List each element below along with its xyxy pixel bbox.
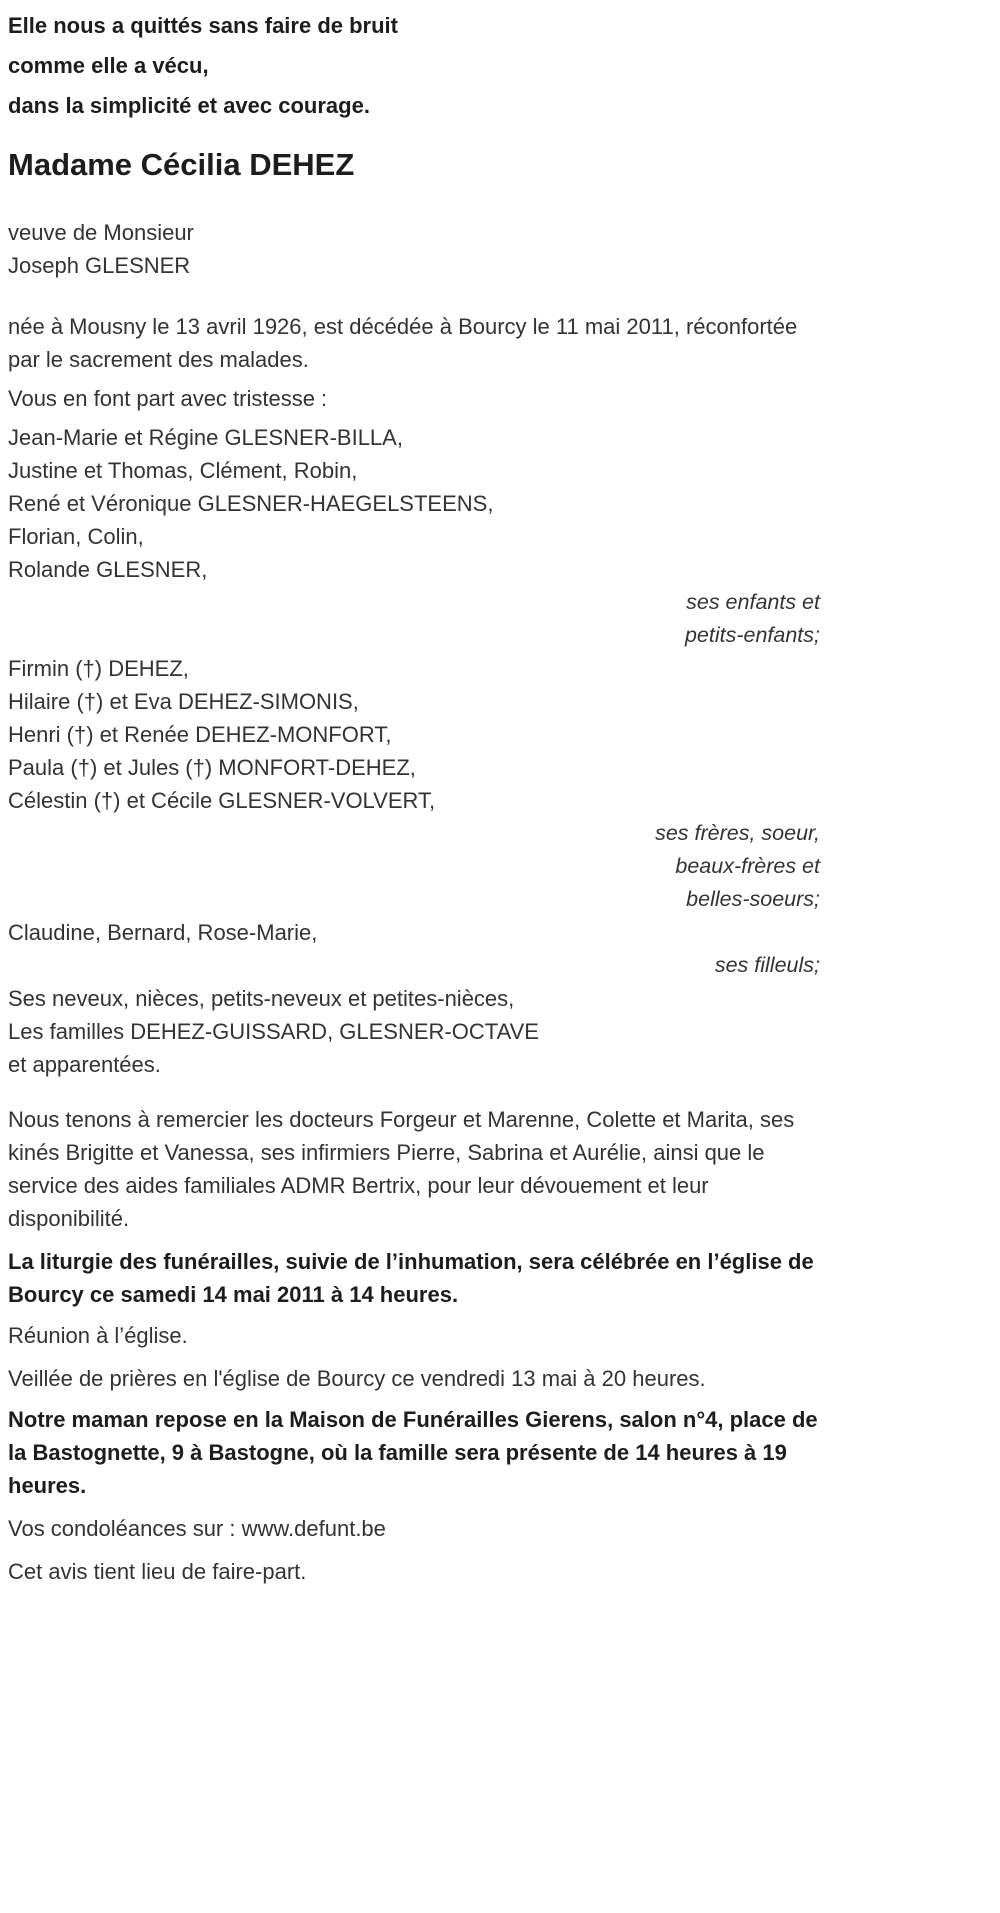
intro-line-1: Elle nous a quittés sans faire de bruit <box>8 13 398 38</box>
announcement-intro: Vous en font part avec tristesse : <box>8 386 328 411</box>
siblings-line-4: Paula (†) et Jules (†) MONFORT-DEHEZ, <box>8 755 416 780</box>
intro-quote <box>8 12 820 120</box>
children-line-5: Rolande GLESNER, <box>8 557 208 582</box>
children-relation-label <box>8 586 820 652</box>
repose-announcement: Notre maman repose en la Maison de Funérailles Gierens, salon n°4, place de la Bastognette, 9 à Bastogne, où la famille sera présente de 14 heures à 19 heures. <box>8 1407 818 1498</box>
godchildren-line: Claudine, Bernard, Rose-Marie, <box>8 920 318 945</box>
condolences-line <box>8 1512 820 1545</box>
siblings-line-2: Hilaire (†) et Eva DEHEZ-SIMONIS, <box>8 689 359 714</box>
siblings-line-3: Henri (†) et Renée DEHEZ-MONFORT, <box>8 722 392 747</box>
siblings-list <box>8 652 820 817</box>
children-line-4: Florian, Colin, <box>8 524 144 549</box>
extended-family-line-1: Ses neveux, nièces, petits-neveux et petites-nièces, <box>8 986 515 1011</box>
godchildren-relation-label: ses filleuls; <box>714 953 820 977</box>
siblings-line-1: Firmin (†) DEHEZ, <box>8 656 189 681</box>
vigil-line: Veillée de prières en l'église de Bourcy ce vendredi 13 mai à 20 heures. <box>8 1366 706 1391</box>
liturgy-announcement: La liturgie des funérailles, suivie de l’inhumation, sera célébrée en l’église de Bourcy ce samedi 14 mai 2011 à 14 heures. <box>8 1249 814 1307</box>
widow-line-2: Joseph GLESNER <box>8 253 191 278</box>
closing-line: Cet avis tient lieu de faire-part. <box>8 1559 307 1584</box>
siblings-relation-line-3: belles-soeurs; <box>686 887 820 911</box>
condolences-label: Vos condoléances sur : <box>8 1516 242 1541</box>
children-relation-line-1: ses enfants et <box>686 590 820 614</box>
children-line-2: Justine et Thomas, Clément, Robin, <box>8 458 358 483</box>
intro-line-3: dans la simplicité et avec courage. <box>8 93 370 118</box>
children-line-1: Jean-Marie et Régine GLESNER-BILLA, <box>8 425 403 450</box>
siblings-line-5: Célestin (†) et Cécile GLESNER-VOLVERT, <box>8 788 436 813</box>
siblings-relation-line-1: ses frères, soeur, <box>655 821 820 845</box>
thanks-paragraph: Nous tenons à remercier les docteurs Forgeur et Marenne, Colette et Marita, ses kinés Brigitte et Vanessa, ses infirmiers Pierre, Sabrina et Aurélie, ainsi que le service des aides familiales ADMR Bertrix, pour leur dévouement et leur disponibilité. <box>8 1107 795 1231</box>
extended-family-block <box>8 982 820 1081</box>
intro-line-2: comme elle a vécu, <box>8 53 209 78</box>
deceased-name: Madame Cécilia DEHEZ <box>8 147 355 182</box>
extended-family-line-3: et apparentées. <box>8 1052 161 1077</box>
widow-line-1: veuve de Monsieur <box>8 220 194 245</box>
condolences-link[interactable]: www.defunt.be <box>241 1516 386 1541</box>
siblings-relation-label <box>8 817 820 916</box>
children-line-3: René et Véronique GLESNER-HAEGELSTEENS, <box>8 491 494 516</box>
siblings-relation-line-2: beaux-frères et <box>675 854 820 878</box>
reunion-line: Réunion à l’église. <box>8 1323 188 1348</box>
children-list <box>8 421 820 586</box>
birth-death-line: née à Mousny le 13 avril 1926, est décédée à Bourcy le 11 mai 2011, réconfortée par le sacrement des malades. <box>8 314 798 372</box>
extended-family-line-2: Les familles DEHEZ-GUISSARD, GLESNER-OCTAVE <box>8 1019 539 1044</box>
widow-block <box>8 216 820 282</box>
children-relation-line-2: petits-enfants; <box>684 623 820 647</box>
